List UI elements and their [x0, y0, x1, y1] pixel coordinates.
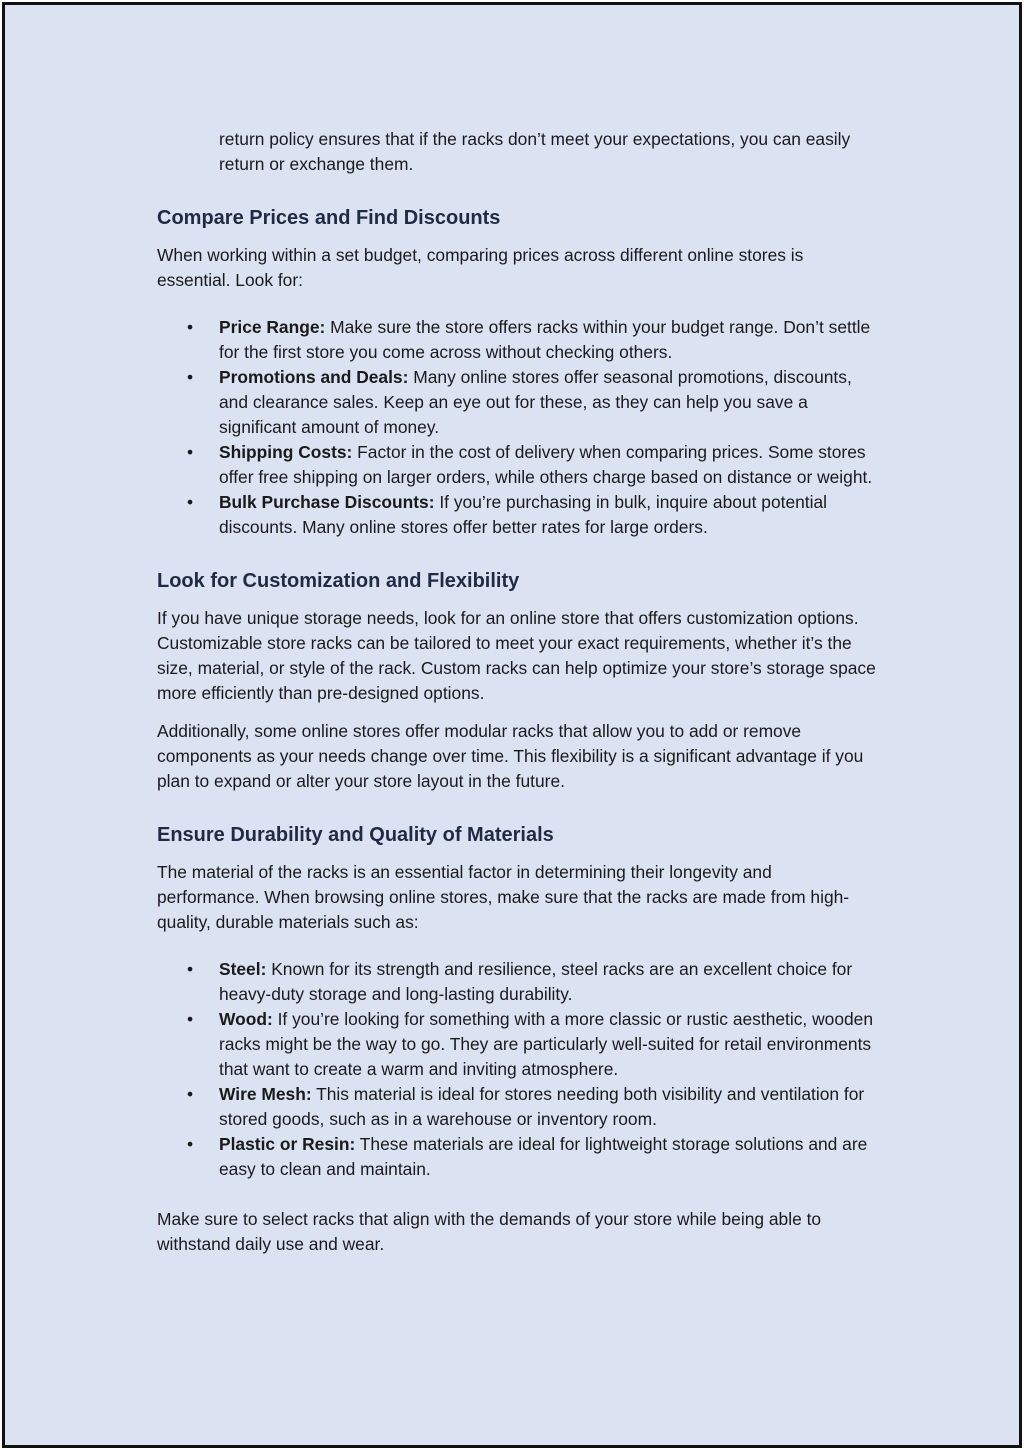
list-item	[157, 490, 877, 540]
continued-list-text: return policy ensures that if the racks don’t meet your expectations, you can easily return or exchange them.	[219, 129, 851, 174]
list-item-term: Wire Mesh:	[219, 1084, 312, 1104]
list-item	[157, 1082, 877, 1132]
list-item-term: Shipping Costs:	[219, 442, 353, 462]
list-item	[157, 1007, 877, 1082]
list-item	[157, 440, 877, 490]
closing-paragraph: Make sure to select racks that align with the demands of your store while being able to withstand daily use and wear.	[157, 1209, 822, 1254]
document-page	[2, 2, 1022, 1448]
list-item-text: Known for its strength and resilience, steel racks are an excellent choice for heavy-duty storage and long-lasting durability.	[219, 959, 853, 1004]
list-item-term: Steel:	[219, 959, 267, 979]
section-paragraph: The material of the racks is an essential factor in determining their longevity and performance. When browsing online stores, make sure that the racks are made from high-quality, durable materials such as:	[157, 862, 850, 932]
list-item	[157, 1132, 877, 1182]
list-item	[157, 365, 877, 440]
section-heading-compare-prices: Compare Prices and Find Discounts	[157, 207, 501, 229]
list-item	[157, 957, 877, 1007]
section-heading-customization: Look for Customization and Flexibility	[157, 570, 520, 592]
section-paragraph: Additionally, some online stores offer modular racks that allow you to add or remove components as your needs change over time. This flexibility is a significant advantage if you plan to expand or alter your store layout in the future.	[157, 721, 864, 791]
list-item-text: Many online stores offer seasonal promotions, discounts, and clearance sales. Keep an eye out for these, as they can help you save a significant amount of money.	[219, 367, 852, 437]
section-paragraph: If you have unique storage needs, look for an online store that offers customization options. Customizable store racks can be tailored to meet your exact requirements, whether it’s the size, material, or style of the rack. Custom racks can help optimize your store’s storage space more efficiently than pre-designed options.	[157, 608, 876, 703]
list-item-text: If you’re looking for something with a more classic or rustic aesthetic, wooden racks might be the way to go. They are particularly well-suited for retail environments that want to create a warm and inviting atmosphere.	[219, 1009, 874, 1079]
list-item-text: Factor in the cost of delivery when comparing prices. Some stores offer free shipping on larger orders, while others charge based on distance or weight.	[219, 442, 873, 487]
list-item-term: Price Range:	[219, 317, 326, 337]
bullet-list-materials	[157, 957, 877, 1182]
section-paragraph: When working within a set budget, comparing prices across different online stores is essential. Look for:	[157, 245, 804, 290]
section-heading-durability: Ensure Durability and Quality of Materials	[157, 824, 554, 846]
list-item-term: Bulk Purchase Discounts:	[219, 492, 435, 512]
list-item-text: Make sure the store offers racks within your budget range. Don’t settle for the first store you come across without checking others.	[219, 317, 871, 362]
list-item-text: If you’re purchasing in bulk, inquire about potential discounts. Many online stores offer better rates for large orders.	[219, 492, 828, 537]
list-item-term: Promotions and Deals:	[219, 367, 409, 387]
bullet-list-pricing	[157, 315, 877, 540]
list-item-text: These materials are ideal for lightweight storage solutions and are easy to clean and maintain.	[219, 1134, 868, 1179]
list-item-term: Plastic or Resin:	[219, 1134, 356, 1154]
list-item-term: Wood:	[219, 1009, 273, 1029]
list-item	[157, 315, 877, 365]
page-content	[157, 127, 877, 1270]
list-item-text: This material is ideal for stores needing both visibility and ventilation for stored goods, such as in a warehouse or inventory room.	[219, 1084, 865, 1129]
